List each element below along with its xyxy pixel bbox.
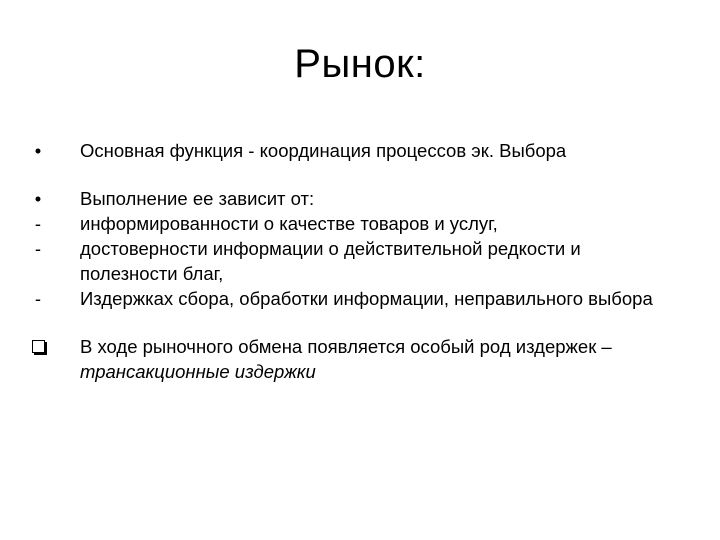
dash-icon: -	[34, 213, 42, 234]
dash-item-text: достоверности информации о действительной редкости и полезности благ,	[80, 238, 581, 284]
bullet-icon: •	[34, 140, 42, 161]
dash-item-text: информированности о качестве товаров и услуг,	[80, 213, 498, 234]
dash-item-reliability	[28, 236, 668, 286]
checkbox-item-text: В ходе рыночного обмена появляется особый род издержек –	[80, 336, 612, 357]
bullet-item-main-function	[28, 138, 668, 163]
dash-icon: -	[34, 288, 42, 309]
emphasis-text: трансакционные издержки	[80, 361, 316, 382]
bullet-text: Выполнение ее зависит от:	[80, 188, 315, 209]
slide-title: Рынок:	[294, 42, 426, 86]
bullet-item-depends-on	[28, 186, 668, 211]
checkbox-icon	[28, 334, 48, 359]
dash-item-awareness	[28, 211, 668, 236]
dash-item-costs	[28, 286, 668, 311]
dash-icon: -	[34, 238, 42, 259]
checkbox-item-transaction-costs	[28, 334, 668, 384]
dash-item-text: Издержках сбора, обработки информации, неправильного выбора	[80, 288, 653, 309]
bullet-icon: •	[34, 188, 42, 209]
slide-body	[28, 138, 668, 384]
bullet-text: Основная функция - координация процессов эк. Выбора	[80, 140, 567, 161]
